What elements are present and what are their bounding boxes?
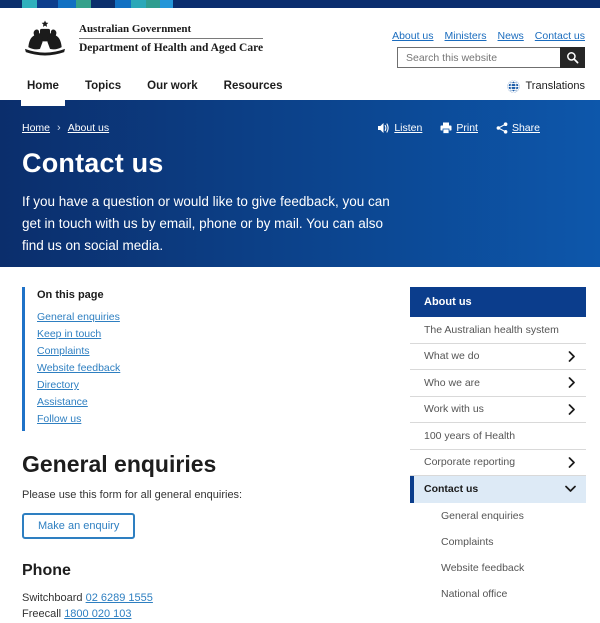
government-logo[interactable] [20,18,263,58]
share-label: Share [511,122,540,134]
nav-item-resources[interactable]: Resources [223,80,283,92]
logo-text [79,23,263,54]
strip-color-segment [146,0,160,8]
site-header [0,8,600,72]
strip-color-segment [0,0,22,8]
utility-links [392,30,585,42]
translations-link[interactable] [507,80,585,93]
share-icon [496,122,508,134]
share-button[interactable] [496,122,540,134]
nav-item-home[interactable]: Home [27,80,59,92]
chevron-right-icon [568,377,576,388]
switchboard-label: Switchboard [22,592,86,604]
sidebar-subitem-website-feedback[interactable]: Website feedback [441,561,525,574]
globe-icon [507,80,520,93]
on-this-page-links [37,311,390,425]
main-column [22,287,390,623]
logo-line-department: Department of Health and Aged Care [79,41,264,54]
utility-link-about-us[interactable]: About us [392,30,434,42]
general-enquiries-intro: Please use this form for all general enquiries: [22,489,243,501]
freecall-line [22,607,390,623]
utility-link-news[interactable]: News [497,30,524,42]
otp-link-complaints[interactable]: Complaints [37,345,90,357]
breadcrumb [22,122,109,134]
sidebar-subitem-complaints[interactable]: Complaints [441,535,494,548]
sidebar-sublist [410,503,586,607]
logo-line-government: Australian Government [79,23,263,39]
otp-link-directory[interactable]: Directory [37,379,80,391]
otp-link-website-feedback[interactable]: Website feedback [37,362,121,374]
sidebar-item-australian-health-system[interactable]: The Australian health system [410,317,586,344]
printer-icon [440,122,452,134]
search-input[interactable] [397,47,560,68]
freecall-number-link[interactable]: 1800 020 103 [64,607,132,620]
strip-color-segment [76,0,91,8]
phone-lines [22,591,390,623]
utility-link-ministers[interactable]: Ministers [444,30,487,42]
sidebar-item-work-with-us[interactable]: Work with us [410,397,586,424]
speaker-icon [377,122,390,134]
strip-color-segment [115,0,131,8]
strip-color-segment [160,0,173,8]
strip-color-segment [91,0,115,8]
on-this-page [22,287,390,431]
section-nav-sidebar [410,287,586,623]
search-button[interactable] [560,47,585,68]
sidebar-subitem-general-enquiries[interactable]: General enquiries [441,509,524,522]
chevron-right-icon [568,457,576,468]
otp-link-follow-us[interactable]: Follow us [37,413,82,425]
otp-link-assistance[interactable]: Assistance [37,396,88,408]
utility-link-contact-us[interactable]: Contact us [534,30,585,42]
coat-of-arms-icon [20,18,70,58]
chevron-down-icon [565,485,576,493]
content-area [0,267,600,623]
hero-banner [0,100,600,267]
chevron-right-icon [568,404,576,415]
nav-item-our-work[interactable]: Our work [147,80,198,92]
search-icon [566,51,579,64]
listen-label: Listen [394,122,423,134]
strip-color-segment [22,0,37,8]
breadcrumb-about-us[interactable]: About us [67,122,110,134]
translations-label: Translations [525,80,585,92]
make-an-enquiry-button[interactable]: Make an enquiry [22,513,135,539]
general-enquiries-heading: General enquiries [22,451,217,477]
sidebar-subitem-national-office[interactable]: National office [441,587,508,600]
on-this-page-title: On this page [37,289,104,301]
main-nav [0,72,600,100]
phone-heading: Phone [22,562,71,579]
hero-actions [377,122,540,134]
strip-color-segment [37,0,58,8]
decorative-top-strip [0,0,600,8]
search-bar [397,47,585,68]
freecall-label: Freecall [22,607,65,620]
sidebar-item-100-years-of-health[interactable]: 100 years of Health [410,423,586,450]
strip-color-segment [173,0,600,8]
sidebar-item-what-we-do[interactable]: What we do [410,344,586,371]
otp-link-keep-in-touch[interactable]: Keep in touch [37,328,102,340]
sidebar-item-corporate-reporting[interactable]: Corporate reporting [410,450,586,477]
breadcrumb-home[interactable]: Home [22,122,51,134]
page-title: Contact us [22,148,164,178]
strip-color-segment [58,0,76,8]
nav-item-topics[interactable]: Topics [84,80,122,92]
print-button[interactable] [440,122,478,134]
chevron-right-icon [568,351,576,362]
switchboard-number-link[interactable]: 02 6289 1555 [85,592,153,604]
sidebar-header-about-us[interactable]: About us [410,287,586,317]
sidebar-list [410,317,586,503]
print-label: Print [456,122,478,134]
sidebar-item-contact-us[interactable]: Contact us [410,476,586,503]
switchboard-line [22,591,390,607]
listen-button[interactable] [377,122,422,134]
page-description: If you have a question or would like to give feedback, you can get in touch with us by email, phone or by mail. You can also find us on social media. [22,194,390,253]
strip-color-segment [131,0,146,8]
breadcrumb-separator: › [57,122,61,134]
sidebar-item-who-we-are[interactable]: Who we are [410,370,586,397]
otp-link-general-enquiries[interactable]: General enquiries [37,311,120,323]
